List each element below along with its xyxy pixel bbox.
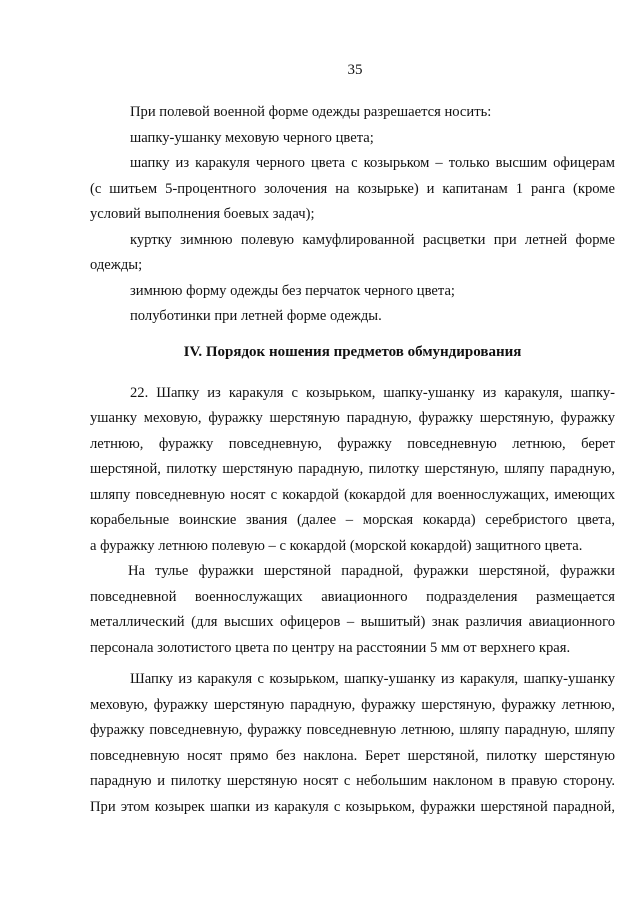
text-line: При полевой военной форме одежды разрешается носить: [130, 104, 492, 120]
text-line: 22. Шапку из каракуля с козырьком, шапку-ушанку из каракуля, шапку- [130, 384, 615, 401]
text-line: а фуражку летнюю полевую – с кокардой (морской кокардой) защитного цвета. [90, 537, 583, 554]
text-line: повседневную носят прямо без наклона. Берет шерстяной, пилотку шерстяную [90, 747, 615, 764]
text-line: корабельные воинские звания (далее – морская кокарда) серебристого цвета, [90, 512, 615, 528]
text-line: При этом козырек шапки из каракуля с козырьком, фуражки шерстяной парадной, [90, 798, 615, 815]
text-line: куртку зимнюю полевую камуфлированной расцветки при летней форме [130, 231, 615, 248]
text-line: На тулье фуражки шерстяной парадной, фуражки шерстяной, фуражки [128, 563, 615, 579]
text-line: шерстяной, пилотку шерстяную парадную, пилотку шерстяную, шляпу парадную, [90, 461, 615, 477]
text-line: парадную и пилотку шерстяную носят с небольшим наклоном в правую сторону. [90, 773, 615, 789]
text-line: металлический (для высших офицеров – вышитый) знак различия авиационного [90, 614, 615, 630]
text-line: повседневной военнослужащих авиационного подразделения размещается [90, 588, 615, 605]
text-line: шапку из каракуля черного цвета с козырьком – только высшим офицерам [130, 155, 615, 171]
text-line: Шапку из каракуля с козырьком, шапку-ушанку из каракуля, шапку-ушанку [130, 671, 615, 687]
page-number: 35 [347, 62, 363, 78]
text-line: полуботинки при летней форме одежды. [130, 308, 382, 324]
text-line: зимнюю форму одежды без перчаток черного цвета; [130, 282, 455, 299]
text-line: шапку-ушанку меховую черного цвета; [130, 129, 374, 146]
text-line: шляпу повседневную носят с кокардой (кокардой для военнослужащих, имеющих [90, 486, 615, 503]
text-line: ушанку меховую, фуражку шерстяную парадную, фуражку шерстяную, фуражку [90, 410, 615, 426]
text-line: летнюю, фуражку повседневную, фуражку повседневную летнюю, берет [90, 435, 615, 452]
text-line: (с шитьем 5-процентного золочения на козырьке) и капитанам 1 ранга (кроме [90, 180, 615, 197]
text-line: одежды; [90, 257, 143, 273]
text-line: условий выполнения боевых задач); [90, 206, 315, 222]
section-heading: IV. Порядок ношения предметов обмундирования [183, 343, 522, 360]
text-line: персонала золотистого цвета по центру на расстоянии 5 мм от верхнего края. [90, 639, 571, 656]
document-body [90, 100, 615, 820]
text-line: меховую, фуражку шерстяную парадную, фуражку шерстяную, фуражку летнюю, [90, 696, 615, 713]
text-line: фуражку повседневную, фуражку повседневную летнюю, шляпу парадную, шляпу [90, 722, 615, 738]
